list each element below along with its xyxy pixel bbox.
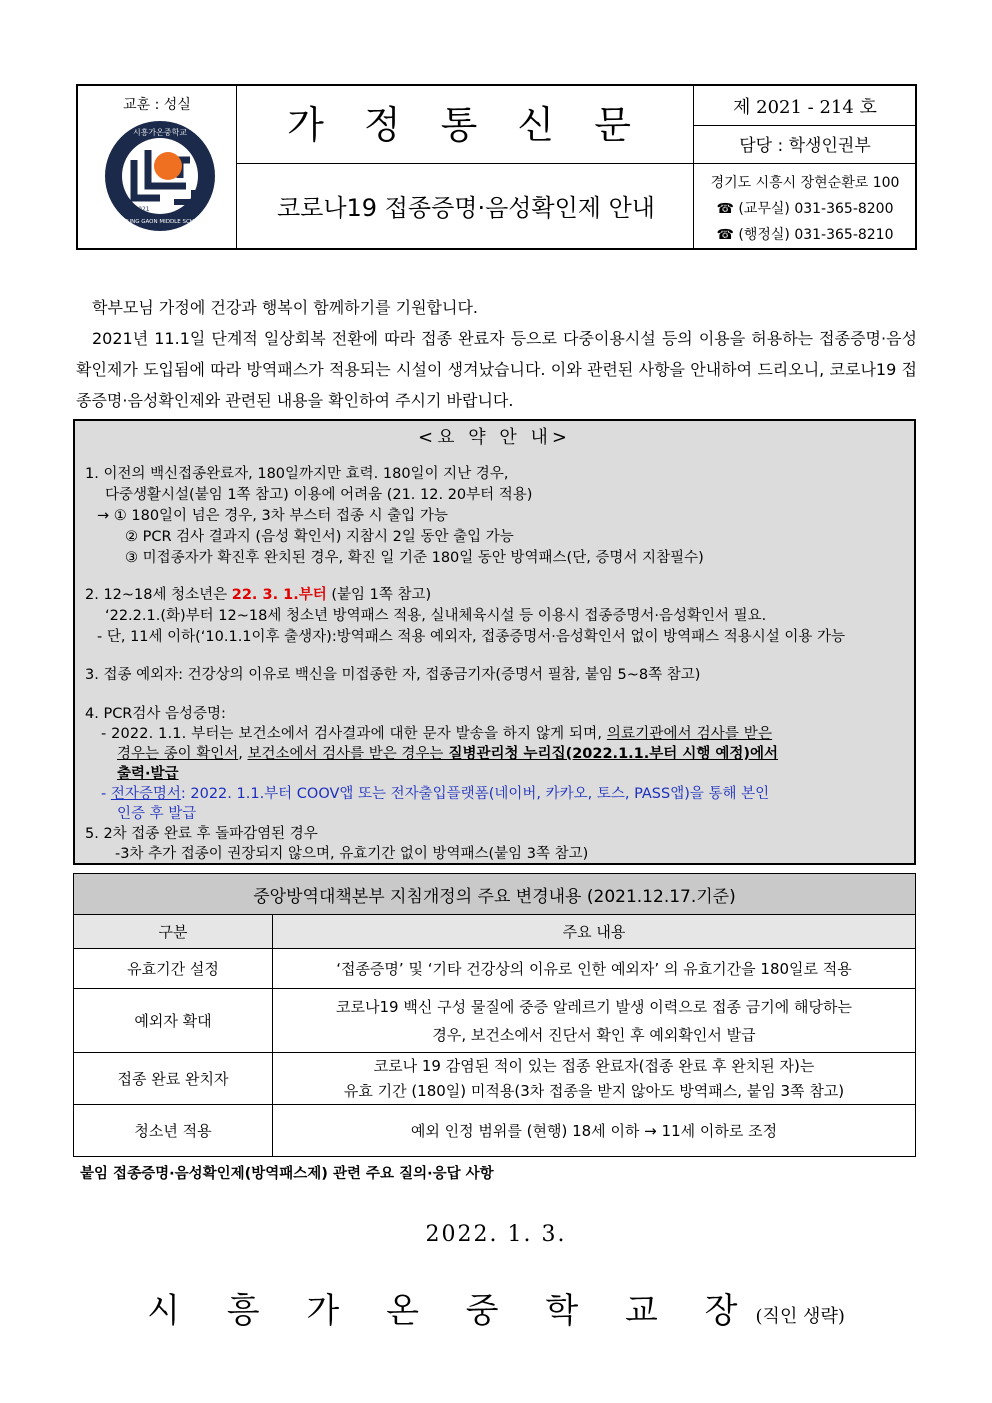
header-table [76,84,917,250]
summary-item-5-line2: -3차 추가 접종이 권장되지 않으며, 유효기간 없이 방역패스(붙임 3쪽 참고) [115,846,589,862]
address: 경기도 시흥시 장현순환로 100 [710,175,900,191]
summary-item-4-line5: - 전자증명서: 2022. 1.1.부터 COOV앱 또는 전자출입플랫폼(네이버, 카카오, 토스, PASS앱)을 통해 본인 [101,786,770,802]
school-motto: 교훈 : 성실 [123,97,191,113]
changes-caption: 중앙방역대책본부 지침개정의 주요 변경내용 (2021.12.17.기준) [74,874,916,915]
summary-item-1: 1. 이전의 백신접종완료자, 180일까지만 효력. 180일이 지난 경우, [85,466,509,482]
summary-item-2-line2: ‘22.2.1.(화)부터 12~18세 청소년 방역패스 적용, 실내체육시설 등 이용시 접종증명서·음성확인서 필요. [105,608,767,624]
phone-admin: ☎ (행정실) 031-365-8210 [716,227,894,243]
summary-item-5: 5. 2차 접종 완료 후 돌파감염된 경우 [85,826,318,842]
summary-item-2-line3: - 단, 11세 이하(‘10.1.1이후 출생자):방역패스 적용 예외자, 접종증명서·음성확인서 없이 방역패스 적용시설 이용 가능 [97,629,846,645]
logo-text: 시흥가온중학교 [132,128,188,137]
table-row [74,1105,916,1157]
summary-item-1-line2: 다중생활시설(붙임 1쪽 참고) 이용에 어려움 (21. 12. 20부터 적용) [105,487,533,503]
summary-item-4-line3: 경우는 종이 확인서, 보건소에서 검사를 받은 경우는 질병관리청 누리집(2022.1.1.부터 시행 예정)에서 [117,746,779,762]
row-content: ‘접종증명’ 및 ‘기타 건강상의 이유로 인한 예외자’ 의 유효기간을 180일로 적용 [273,949,916,989]
intro-text [76,292,917,416]
table-row [74,1053,916,1105]
row-category: 접종 완료 완치자 [74,1053,273,1105]
summary-item-4-line6: 인증 후 발급 [117,806,197,822]
col-header-content: 주요 내용 [273,915,916,949]
row-content: 예외 인정 범위를 (현행) 18세 이하 → 11세 이하로 조정 [273,1105,916,1157]
doc-title: 가 정 통 신 문 [287,103,645,147]
department: 담당 : 학생인권부 [739,136,871,156]
summary-item-1-line3: → ① 180일이 넘은 경우, 3차 부스터 접종 시 출입 가능 [97,508,448,524]
row-category: 유효기간 설정 [74,949,273,989]
col-header-category: 구분 [74,915,273,949]
school-logo [104,120,216,232]
summary-item-4: 4. PCR검사 음성증명: [85,706,226,722]
seal-omitted-note: (직인 생략) [755,1306,845,1327]
summary-item-4-line2: - 2022. 1.1. 부터는 보건소에서 검사결과에 대한 문자 발송을 하지 않게 되며, 의료기관에서 검사를 받은 [101,726,773,742]
youth-start-date: 22. 3. 1.부터 [231,587,327,603]
summary-item-1-line5: ③ 미접종자가 확진후 완치된 경우, 확진 일 기준 180일 동안 방역패스(단, 증명서 지참필수) [125,550,704,566]
issue-number: 제 2021 - 214 호 [733,97,877,118]
summary-item-4-line4: 출력·발급 [117,766,179,782]
summary-item-3: 3. 접종 예외자: 건강상의 이유로 백신을 미접종한 자, 접종금기자(증명서 필참, 붙임 5~8쪽 참고) [85,667,701,683]
row-category: 청소년 적용 [74,1105,273,1157]
summary-item-2: 2. 12~18세 청소년은 22. 3. 1.부터 (붙임 1쪽 참고) [85,587,432,603]
logo-english: SIHEUNG GAON MIDDLE SCHOOL [114,219,206,225]
phone-office: ☎ (교무실) 031-365-8200 [716,201,894,217]
summary-box [73,419,916,865]
table-row [74,989,916,1053]
doc-subtitle: 코로나19 접종증명·음성확인제 안내 [276,194,655,222]
table-row [74,949,916,989]
intro-greeting: 학부모님 가정에 건강과 행복이 함께하기를 기원합니다. [92,298,479,317]
logo-year: 2021 [134,206,150,213]
issue-date: 2022. 1. 3. [425,1222,567,1247]
principal-signature: 시 흥 가 온 중 학 교 장(직인 생략) [147,1291,845,1331]
intro-body: 2021년 11.1일 단계적 일상회복 전환에 따라 접종 완료자 등으로 다중이용시설 등의 이용을 허용하는 접종증명·음성확인제가 도입됨에 따라 방역패스가 적용되는 시설이 생겨났습니다. 이와 관련된 사항을 안내하여 드리오니, 코로나19 접종증명·음성확인제와 관련된 내용을 확인하여 주시기 바랍니다. [76,329,917,410]
row-content: 코로나19 백신 구성 물질에 중증 알레르기 발생 이력으로 접종 금기에 해당하는 경우, 보건소에서 진단서 확인 후 예외확인서 발급 [273,989,916,1053]
summary-title: <요 약 안 내> [418,427,571,448]
changes-table [73,873,916,1157]
summary-item-1-line4: ② PCR 검사 결과지 (음성 확인서) 지참시 2일 동안 출입 가능 [125,529,514,545]
attachment-note: 붙임 접종증명·음성확인제(방역패스제) 관련 주요 질의·응답 사항 [80,1166,494,1182]
row-category: 예외자 확대 [74,989,273,1053]
row-content: 코로나 19 감염된 적이 있는 접종 완료자(접종 완료 후 완치된 자)는 유효 기간 (180일) 미적용(3차 접종을 받지 않아도 방역패스, 붙임 3쪽 참고) [273,1053,916,1105]
contact-block [695,170,915,248]
